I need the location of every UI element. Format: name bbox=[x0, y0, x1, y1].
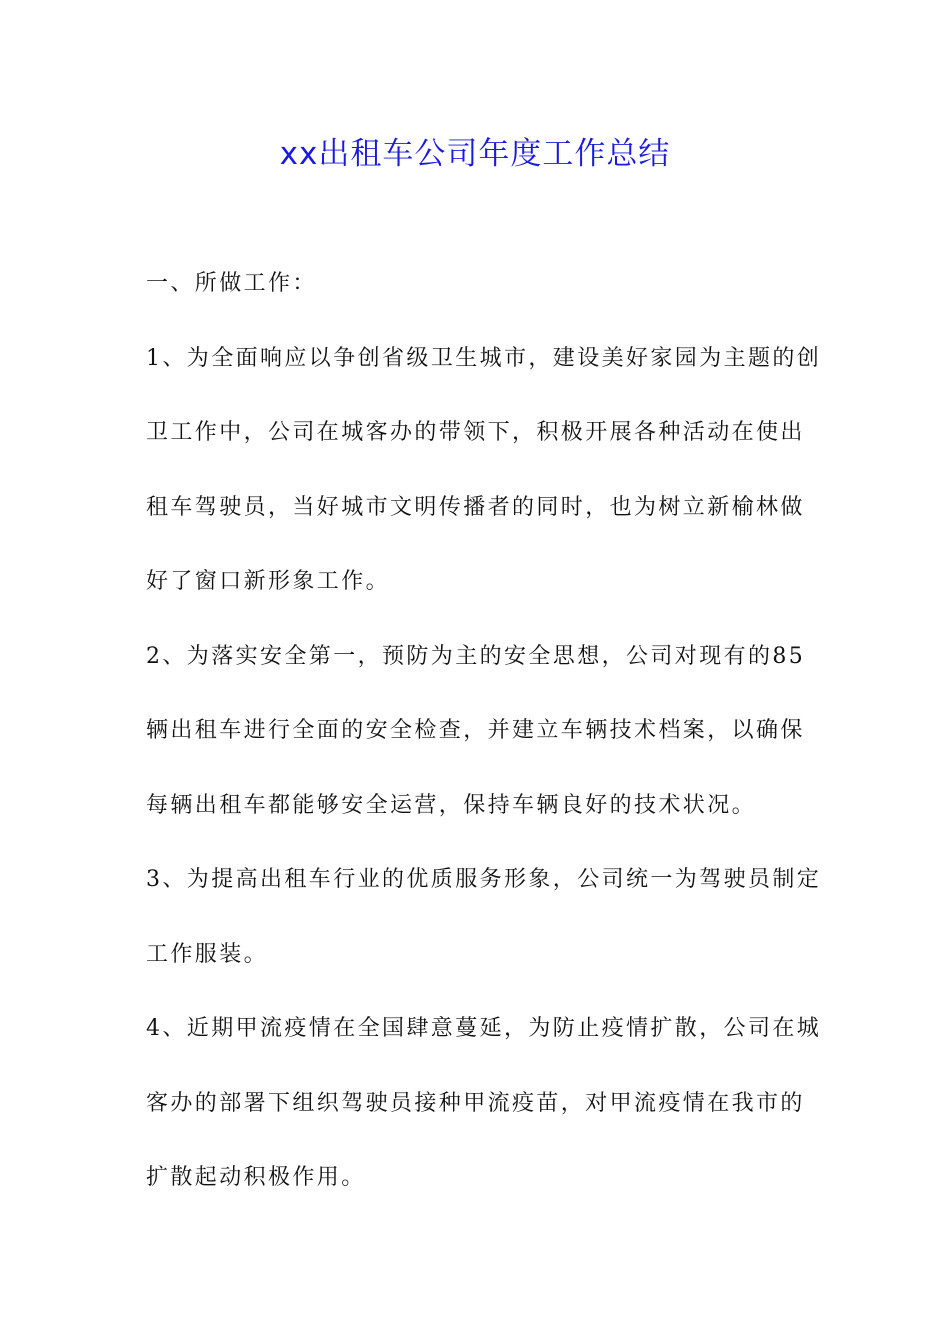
document-body bbox=[146, 262, 822, 1231]
paragraph-line: 2、为落实安全第一，预防为主的安全思想，公司对现有的85 bbox=[146, 643, 806, 669]
section-heading: 一、所做工作： bbox=[146, 271, 317, 296]
paragraph-line: 好了窗口新形象工作。 bbox=[146, 569, 391, 594]
paragraph-line: 客办的部署下组织驾驶员接种甲流疫苗，对甲流疫情在我市的 bbox=[146, 1090, 805, 1116]
paragraph-line: 工作服装。 bbox=[146, 941, 269, 967]
paragraph-line: 辆出租车进行全面的安全检查，并建立车辆技术档案，以确保 bbox=[146, 718, 805, 743]
paragraph-line: 租车驾驶员，当好城市文明传播者的同时，也为树立新榆林做 bbox=[146, 494, 805, 520]
paragraph-line: 3、为提高出租车行业的优质服务形象，公司统一为驾驶员制定 bbox=[146, 867, 822, 892]
document-title: xx出租车公司年度工作总结 bbox=[279, 136, 671, 172]
paragraph-line: 1、为全面响应以争创省级卫生城市，建设美好家园为主题的创 bbox=[146, 345, 822, 371]
paragraph-line: 每辆出租车都能够安全运营，保持车辆良好的技术状况。 bbox=[146, 792, 757, 818]
paragraph-line: 卫工作中，公司在城客办的带领下，积极开展各种活动在使出 bbox=[146, 420, 805, 445]
paragraph-line: 4、近期甲流疫情在全国肆意蔓延，为防止疫情扩散，公司在城 bbox=[146, 1016, 822, 1041]
paragraph-line: 扩散起动积极作用。 bbox=[146, 1165, 366, 1190]
